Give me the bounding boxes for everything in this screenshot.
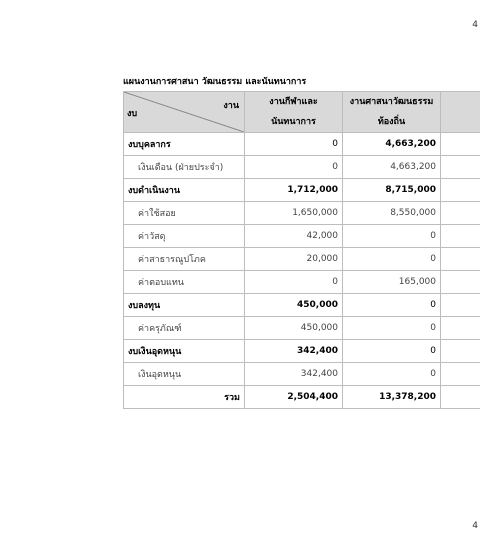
- table-row: [124, 271, 480, 294]
- page-number-top: 4: [472, 20, 478, 30]
- cell-extra: [441, 248, 480, 271]
- cell-extra: [441, 179, 480, 202]
- table-row: [124, 202, 480, 225]
- column-header-line: งานกีฬาและ: [269, 97, 318, 107]
- column-header-line: งานศาสนาวัฒนธรรม: [349, 97, 434, 107]
- row-label: ค่าตอบแทน: [124, 271, 245, 294]
- table-row: [124, 225, 480, 248]
- cell-religion: 0: [343, 225, 441, 248]
- cell-religion: 0: [343, 294, 441, 317]
- row-label: เงินเดือน (ฝ่ายประจำ): [124, 156, 245, 179]
- row-label: งบเงินอุดหนุน: [124, 340, 245, 363]
- cell-extra: [441, 225, 480, 248]
- cell-extra: [441, 294, 480, 317]
- cell-sports: 0: [245, 271, 343, 294]
- cell-extra: [441, 363, 480, 386]
- total-label: รวม: [124, 386, 245, 409]
- budget-table: [123, 91, 480, 409]
- column-header-line: นันทนาการ: [271, 117, 316, 127]
- column-header-extra: [441, 92, 480, 133]
- row-label: เงินอุดหนุน: [124, 363, 245, 386]
- cell-religion: 8,550,000: [343, 202, 441, 225]
- cell-sports: 450,000: [245, 317, 343, 340]
- row-label: ค่าสาธารณูปโภค: [124, 248, 245, 271]
- table-row: [124, 340, 480, 363]
- cell-religion: 0: [343, 317, 441, 340]
- row-label: งบดำเนินงาน: [124, 179, 245, 202]
- cell-sports: 342,400: [245, 340, 343, 363]
- cell-religion: 0: [343, 363, 441, 386]
- cell-religion: 0: [343, 248, 441, 271]
- section-title: แผนงานการศาสนา วัฒนธรรม และนันทนาการ: [123, 77, 307, 87]
- table-row: [124, 294, 480, 317]
- cell-extra: [441, 340, 480, 363]
- cell-extra: [441, 271, 480, 294]
- cell-religion: 165,000: [343, 271, 441, 294]
- cell-sports: 1,650,000: [245, 202, 343, 225]
- total-row: [124, 386, 480, 409]
- cell-extra: [441, 133, 480, 156]
- table-row: [124, 133, 480, 156]
- row-label: ค่าวัสดุ: [124, 225, 245, 248]
- cell-sports: 342,400: [245, 363, 343, 386]
- table-row: [124, 317, 480, 340]
- corner-label-budget: งบ: [127, 109, 138, 119]
- cell-religion: 8,715,000: [343, 179, 441, 202]
- row-label: ค่าครุภัณฑ์: [124, 317, 245, 340]
- column-header-sports: [245, 92, 343, 133]
- cell-sports: 0: [245, 133, 343, 156]
- cell-extra: [441, 156, 480, 179]
- cell-sports: 1,712,000: [245, 179, 343, 202]
- cell-extra: [441, 386, 480, 409]
- corner-header: [124, 92, 245, 133]
- table-row: [124, 363, 480, 386]
- cell-religion: 4,663,200: [343, 156, 441, 179]
- cell-religion: 0: [343, 340, 441, 363]
- cell-extra: [441, 317, 480, 340]
- table-row: [124, 248, 480, 271]
- cell-religion: 4,663,200: [343, 133, 441, 156]
- table-row: [124, 156, 480, 179]
- table-row: [124, 179, 480, 202]
- cell-sports: 42,000: [245, 225, 343, 248]
- column-header-line: ท้องถิ่น: [377, 117, 406, 127]
- row-label: งบบุคลากร: [124, 133, 245, 156]
- total-religion: 13,378,200: [343, 386, 441, 409]
- column-header-religion-culture: [343, 92, 441, 133]
- table-header-row: [124, 92, 480, 133]
- cell-sports: 20,000: [245, 248, 343, 271]
- cell-sports: 450,000: [245, 294, 343, 317]
- row-label: ค่าใช้สอย: [124, 202, 245, 225]
- page-number-bottom: 4: [472, 521, 478, 531]
- cell-extra: [441, 202, 480, 225]
- corner-label-work: งาน: [223, 101, 239, 111]
- cell-sports: 0: [245, 156, 343, 179]
- total-sports: 2,504,400: [245, 386, 343, 409]
- row-label: งบลงทุน: [124, 294, 245, 317]
